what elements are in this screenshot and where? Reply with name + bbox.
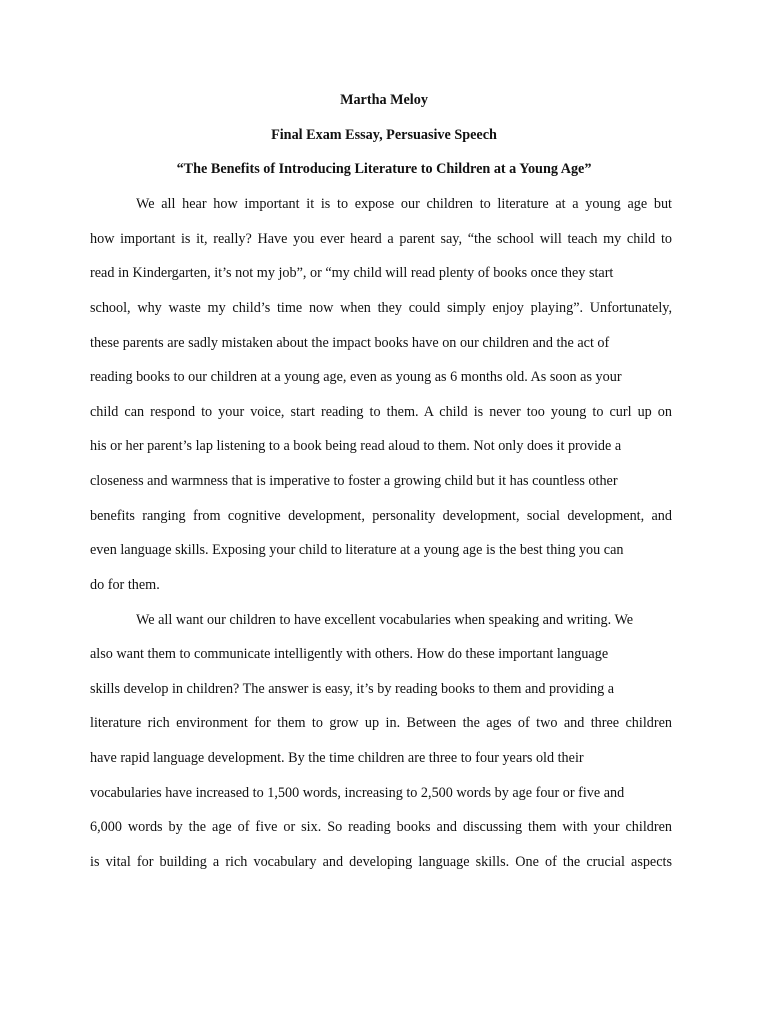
course-title: Final Exam Essay, Persuasive Speech <box>271 127 497 143</box>
text-line: child can respond to your voice, start reading to them. A child is never too young to curl up on <box>90 404 672 420</box>
text-line: skills develop in children? The answer is easy, it’s by reading books to them and providing a <box>90 681 615 697</box>
text-line: We all hear how important it is to expose our children to literature at a young age but <box>136 196 672 212</box>
text-line: literature rich environment for them to grow up in. Between the ages of two and three children <box>90 715 672 731</box>
text-line: vocabularies have increased to 1,500 words, increasing to 2,500 words by age four or five and <box>90 785 625 801</box>
text-line: these parents are sadly mistaken about the impact books have on our children and the act of <box>90 335 610 351</box>
text-line: benefits ranging from cognitive development, personality development, social development, and <box>90 508 672 524</box>
text-line: closeness and warmness that is imperative to foster a growing child but it has countless other <box>90 473 618 489</box>
text-line: 6,000 words by the age of five or six. So reading books and discussing them with your children <box>90 819 672 835</box>
text-line: even language skills. Exposing your child to literature at a young age is the best thing you can <box>90 542 624 558</box>
text-line: also want them to communicate intelligently with others. How do these important language <box>90 646 609 662</box>
text-line: how important is it, really? Have you ever heard a parent say, “the school will teach my child to <box>90 231 672 247</box>
author-name: Martha Meloy <box>340 92 428 108</box>
text-line: We all want our children to have excellent vocabularies when speaking and writing. We <box>136 612 633 628</box>
text-line: reading books to our children at a young age, even as young as 6 months old. As soon as your <box>90 369 622 385</box>
text-line: do for them. <box>90 577 160 593</box>
text-line: read in Kindergarten, it’s not my job”, or “my child will read plenty of books once they start <box>90 265 614 281</box>
text-line: school, why waste my child’s time now when they could simply enjoy playing”. Unfortunately, <box>90 300 672 316</box>
essay-title: “The Benefits of Introducing Literature to Children at a Young Age” <box>176 161 592 177</box>
text-line: his or her parent’s lap listening to a book being read aloud to them. Not only does it provide a <box>90 438 622 454</box>
text-line: have rapid language development. By the time children are three to four years old their <box>90 750 584 766</box>
text-line: is vital for building a rich vocabulary and developing language skills. One of the crucial aspects <box>90 854 672 870</box>
